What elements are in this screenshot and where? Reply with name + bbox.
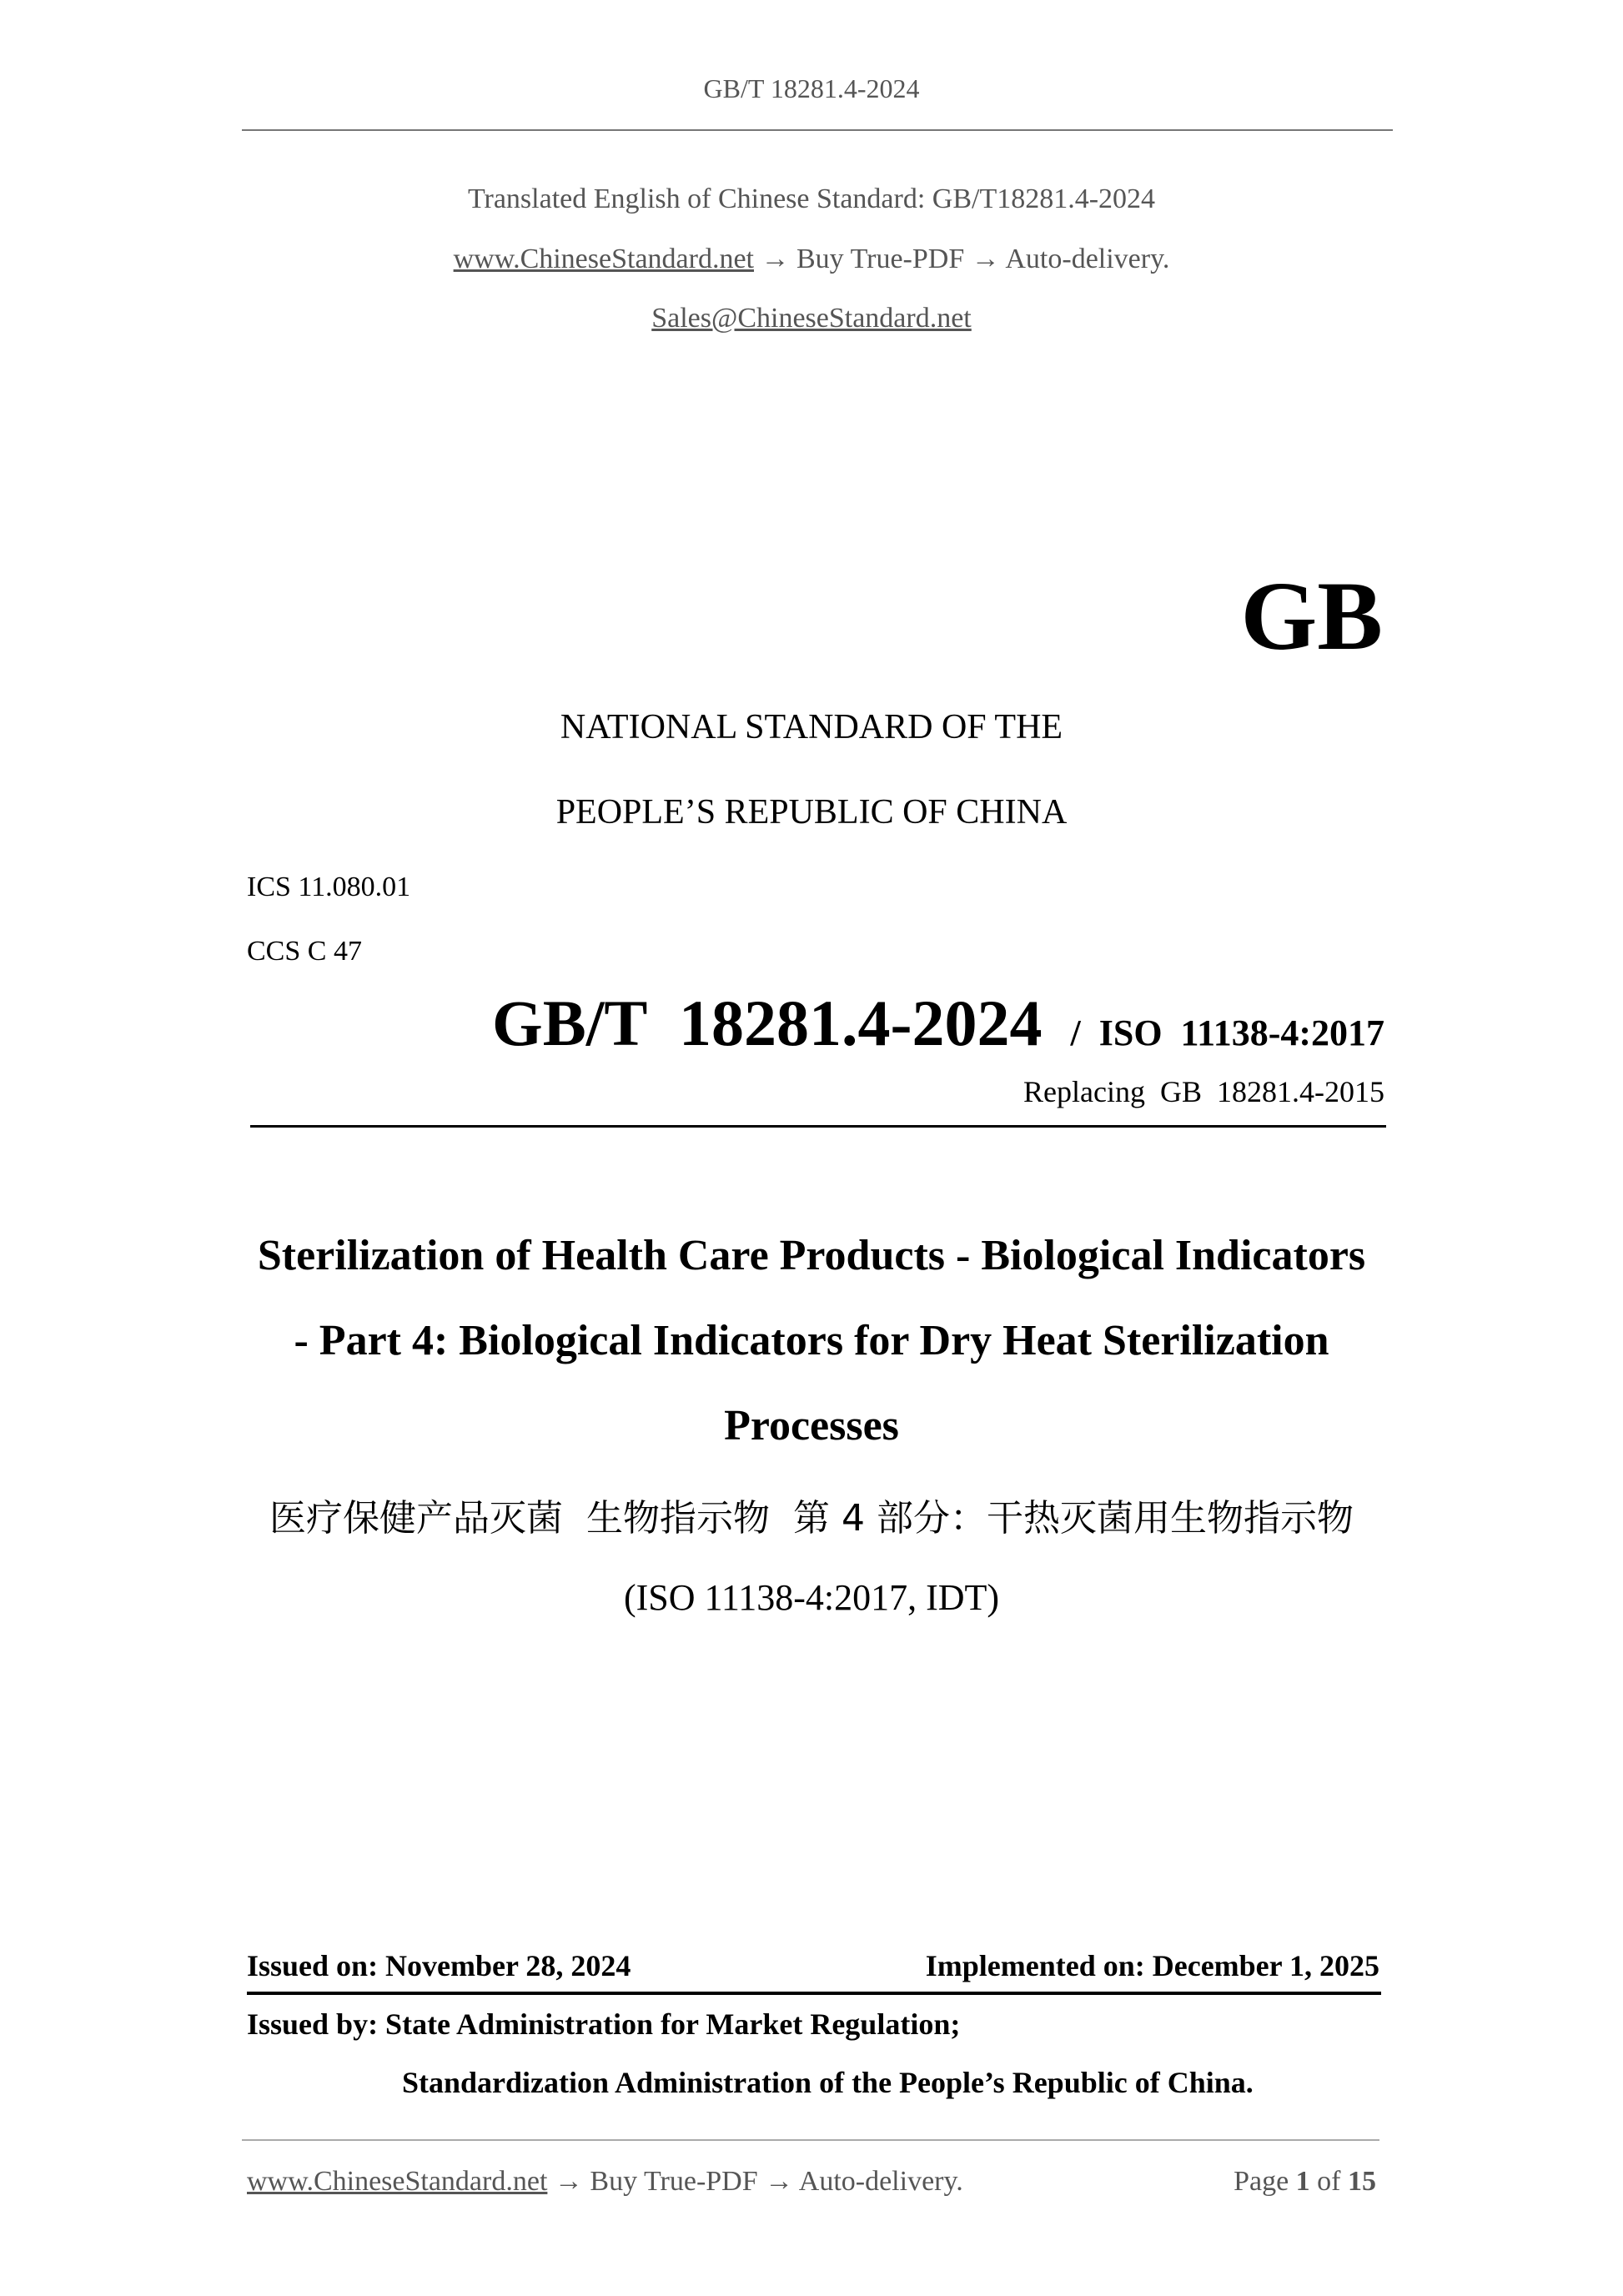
issue-divider xyxy=(247,1992,1381,1995)
header-divider xyxy=(242,129,1393,131)
page-total: 15 xyxy=(1348,2166,1376,2197)
national-standard-line2: PEOPLE’S REPUBLIC OF CHINA xyxy=(555,793,1068,831)
of-label: of xyxy=(1317,2166,1341,2197)
ccs-code: CCS C 47 xyxy=(247,936,362,967)
page-indicator xyxy=(1234,2166,1376,2198)
iso-reference: / ISO 11138-4:2017 xyxy=(1070,1012,1384,1053)
national-standard-line1: NATIONAL STANDARD OF THE xyxy=(560,708,1063,746)
title-line3: Processes xyxy=(724,1402,899,1449)
title-line2: - Part 4: Biological Indicators for Dry Heat Sterilization xyxy=(294,1317,1329,1364)
title-line1: Sterilization of Health Care Products - Biological Indicators xyxy=(257,1232,1366,1279)
translation-notice: Translated English of Chinese Standard: GB/T18281.4-2024 xyxy=(467,183,1156,214)
issued-by-second: Standardization Administration of the People’s Republic of China. xyxy=(402,2066,1254,2099)
page-number: 1 xyxy=(1295,2166,1310,2197)
replacing-standard: Replacing GB 18281.4-2015 xyxy=(1023,1075,1384,1108)
page-label: Page xyxy=(1234,2166,1289,2197)
gb-logo: GB xyxy=(1240,561,1383,671)
standard-number: GB/T 18281.4-2024 xyxy=(492,987,1043,1059)
issued-on-date: Issued on: November 28, 2024 xyxy=(247,1949,631,1982)
sales-line xyxy=(0,303,1623,334)
chinese-title: 医疗保健产品灭菌 生物指示物 第 4 部分：干热灭菌用生物指示物 xyxy=(269,1497,1354,1540)
sales-email-link[interactable]: Sales@ChineseStandard.net xyxy=(651,303,972,334)
footer-buy-text: → Buy True-PDF → Auto-delivery. xyxy=(547,2166,963,2197)
implemented-on-date: Implemented on: December 1, 2025 xyxy=(925,1949,1379,1982)
footer-promo xyxy=(247,2166,963,2198)
footer-divider xyxy=(242,2139,1379,2141)
standard-number-line xyxy=(492,987,1384,1059)
issued-by: Issued by: State Administration for Market Regulation; xyxy=(247,2007,961,2041)
standard-divider xyxy=(250,1125,1386,1128)
page-header-title: GB/T 18281.4-2024 xyxy=(703,73,920,103)
iso-equivalence: (ISO 11138-4:2017, IDT) xyxy=(623,1577,1000,1618)
buy-text: → Buy True-PDF → Auto-delivery. xyxy=(754,244,1170,274)
ics-code: ICS 11.080.01 xyxy=(247,872,411,902)
site-link[interactable]: www.ChineseStandard.net xyxy=(453,244,754,274)
footer-site-link[interactable]: www.ChineseStandard.net xyxy=(247,2166,548,2197)
promo-line xyxy=(0,244,1623,275)
